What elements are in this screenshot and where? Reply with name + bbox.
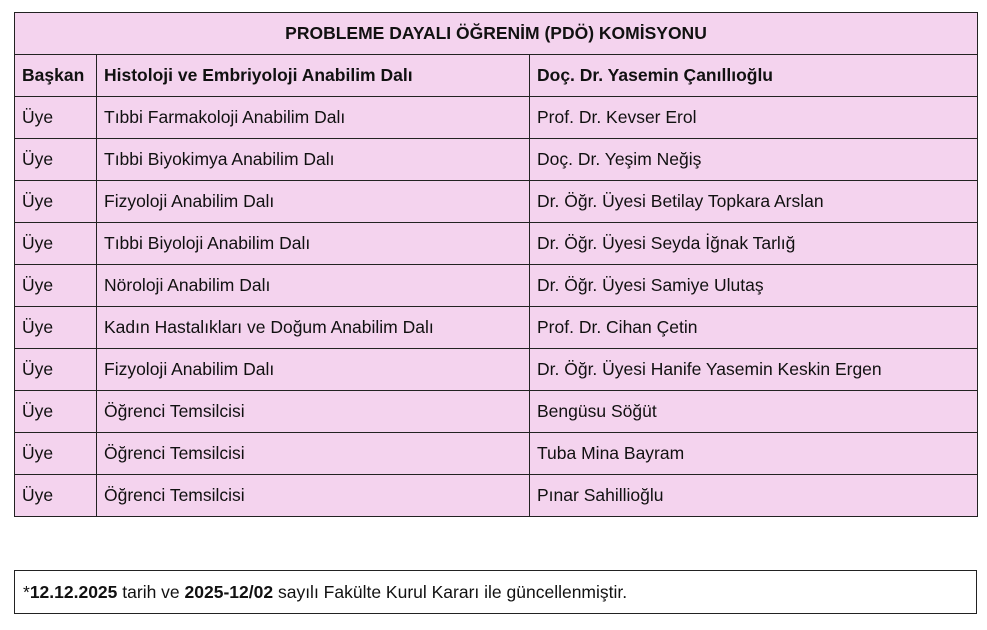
table-row	[15, 391, 978, 433]
footnote-text-end: sayılı Fakülte Kurul Kararı ile güncellenmiştir.	[273, 582, 628, 602]
table-row	[15, 433, 978, 475]
member-role: Üye	[15, 307, 97, 349]
member-role: Üye	[15, 181, 97, 223]
member-name: Dr. Öğr. Üyesi Samiye Ulutaş	[530, 265, 978, 307]
member-department: Fizyoloji Anabilim Dalı	[97, 349, 530, 391]
member-department: Tıbbi Farmakoloji Anabilim Dalı	[97, 97, 530, 139]
member-department: Öğrenci Temsilcisi	[97, 433, 530, 475]
table-title: PROBLEME DAYALI ÖĞRENİM (PDÖ) KOMİSYONU	[15, 13, 978, 55]
member-role: Üye	[15, 223, 97, 265]
member-department: Kadın Hastalıkları ve Doğum Anabilim Dalı	[97, 307, 530, 349]
member-role: Üye	[15, 139, 97, 181]
member-department: Tıbbi Biyokimya Anabilim Dalı	[97, 139, 530, 181]
member-name: Doç. Dr. Yeşim Neğiş	[530, 139, 978, 181]
member-department: Öğrenci Temsilcisi	[97, 475, 530, 517]
table-title-row	[15, 13, 978, 55]
table-row	[15, 349, 978, 391]
table-row	[15, 307, 978, 349]
commission-table-body	[15, 13, 978, 517]
member-role: Üye	[15, 391, 97, 433]
member-department: Öğrenci Temsilcisi	[97, 391, 530, 433]
member-role: Üye	[15, 97, 97, 139]
table-row	[15, 97, 978, 139]
chair-row	[15, 55, 978, 97]
chair-name: Doç. Dr. Yasemin Çanıllıoğlu	[530, 55, 978, 97]
update-footnote	[14, 570, 977, 614]
table-row	[15, 475, 978, 517]
member-name: Pınar Sahillioğlu	[530, 475, 978, 517]
footnote-text-mid: tarih ve	[117, 582, 185, 602]
member-name: Dr. Öğr. Üyesi Betilay Topkara Arslan	[530, 181, 978, 223]
member-role: Üye	[15, 475, 97, 517]
member-name: Prof. Dr. Kevser Erol	[530, 97, 978, 139]
footnote-date: 12.12.2025	[29, 582, 118, 602]
member-role: Üye	[15, 433, 97, 475]
member-name: Tuba Mina Bayram	[530, 433, 978, 475]
member-name: Prof. Dr. Cihan Çetin	[530, 307, 978, 349]
table-row	[15, 265, 978, 307]
table-row	[15, 139, 978, 181]
table-row	[15, 223, 978, 265]
chair-department: Histoloji ve Embriyoloji Anabilim Dalı	[97, 55, 530, 97]
member-department: Nöroloji Anabilim Dalı	[97, 265, 530, 307]
member-department: Fizyoloji Anabilim Dalı	[97, 181, 530, 223]
member-role: Üye	[15, 265, 97, 307]
footnote-asterisk: *	[23, 582, 30, 602]
member-name: Dr. Öğr. Üyesi Seyda İğnak Tarlığ	[530, 223, 978, 265]
footnote-decision-number: 2025-12/02	[184, 582, 274, 602]
member-name: Bengüsu Söğüt	[530, 391, 978, 433]
member-role: Üye	[15, 349, 97, 391]
chair-role: Başkan	[15, 55, 97, 97]
commission-table	[14, 12, 978, 517]
member-department: Tıbbi Biyoloji Anabilim Dalı	[97, 223, 530, 265]
table-row	[15, 181, 978, 223]
member-name: Dr. Öğr. Üyesi Hanife Yasemin Keskin Ergen	[530, 349, 978, 391]
